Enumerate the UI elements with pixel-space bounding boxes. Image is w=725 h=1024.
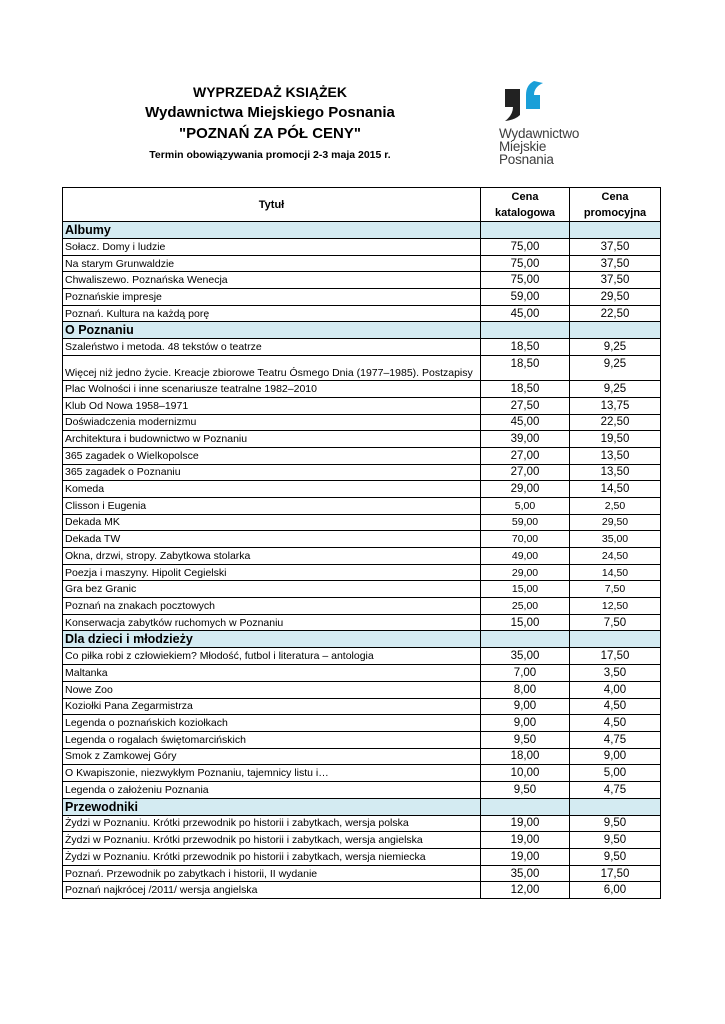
- book-title: Poznańskie impresje: [63, 289, 481, 306]
- catalog-price: 27,00: [481, 464, 570, 481]
- book-title: Architektura i budownictwo w Poznaniu: [63, 431, 481, 448]
- promotion-dates: Termin obowiązywania promocji 2-3 maja 2015 r.: [149, 149, 391, 161]
- table-row: [63, 514, 661, 531]
- table-row: [63, 832, 661, 849]
- promo-price: 6,00: [570, 882, 661, 899]
- promo-price: 4,50: [570, 715, 661, 732]
- promo-price: 13,75: [570, 397, 661, 414]
- promo-price: 35,00: [570, 531, 661, 548]
- book-title: Doświadczenia modernizmu: [63, 414, 481, 431]
- table-row: [63, 849, 661, 866]
- promo-price: 9,25: [570, 381, 661, 398]
- promo-price: 4,50: [570, 698, 661, 715]
- category-name: Przewodniki: [63, 798, 481, 815]
- catalog-price: 9,50: [481, 731, 570, 748]
- table-row: [63, 447, 661, 464]
- catalog-price: 49,00: [481, 548, 570, 565]
- catalog-price: 9,00: [481, 715, 570, 732]
- book-title: Legenda o poznańskich koziołkach: [63, 715, 481, 732]
- catalog-price: 29,00: [481, 481, 570, 498]
- catalog-price: 75,00: [481, 272, 570, 289]
- table-header-row: [63, 188, 661, 222]
- promo-price: 3,50: [570, 665, 661, 682]
- promo-price: 7,50: [570, 614, 661, 631]
- sale-heading: WYPRZEDAŻ KSIĄŻEK: [193, 84, 347, 100]
- promo-price: 22,50: [570, 305, 661, 322]
- table-row: [63, 715, 661, 732]
- catalog-price: 19,00: [481, 815, 570, 832]
- table-row: [63, 865, 661, 882]
- book-title: Chwaliszewo. Poznańska Wenecja: [63, 272, 481, 289]
- catalog-price: 70,00: [481, 531, 570, 548]
- category-row: [63, 322, 661, 339]
- catalog-price-header: Cena katalogowa: [481, 188, 570, 222]
- catalog-price: 45,00: [481, 414, 570, 431]
- table-row: [63, 397, 661, 414]
- category-blank-cell: [481, 631, 570, 648]
- catalog-price: 18,00: [481, 748, 570, 765]
- book-title: Dekada TW: [63, 531, 481, 548]
- table-row: [63, 882, 661, 899]
- table-row: [63, 255, 661, 272]
- promo-price: 17,50: [570, 865, 661, 882]
- catalog-price: 9,00: [481, 698, 570, 715]
- table-row: [63, 481, 661, 498]
- catalog-price: 5,00: [481, 497, 570, 514]
- promo-price: 13,50: [570, 447, 661, 464]
- catalog-price: 8,00: [481, 681, 570, 698]
- book-title: O Kwapiszonie, niezwykłym Poznaniu, tajemnicy listu i…: [63, 765, 481, 782]
- book-title: Co piłka robi z człowiekiem? Młodość, futbol i literatura – antologia: [63, 648, 481, 665]
- table-row: [63, 414, 661, 431]
- book-title: Okna, drzwi, stropy. Zabytkowa stolarka: [63, 548, 481, 565]
- book-title: Plac Wolności i inne scenariusze teatralne 1982–2010: [63, 381, 481, 398]
- publisher-heading: Wydawnictwa Miejskiego Posnania: [145, 104, 395, 121]
- promo-price: 29,50: [570, 289, 661, 306]
- category-row: [63, 798, 661, 815]
- table-row: [63, 564, 661, 581]
- book-title: Sołacz. Domy i ludzie: [63, 239, 481, 256]
- catalog-price: 39,00: [481, 431, 570, 448]
- quote-mark-icon: [503, 77, 549, 123]
- catalog-price: 19,00: [481, 849, 570, 866]
- catalog-price: 19,00: [481, 832, 570, 849]
- catalog-price: 15,00: [481, 614, 570, 631]
- category-blank-cell: [570, 798, 661, 815]
- book-title: Nowe Zoo: [63, 681, 481, 698]
- book-title: Legenda o rogalach świętomarcińskich: [63, 731, 481, 748]
- table-row: [63, 272, 661, 289]
- category-name: O Poznaniu: [63, 322, 481, 339]
- category-blank-cell: [570, 222, 661, 239]
- book-title: Dekada MK: [63, 514, 481, 531]
- table-row: [63, 381, 661, 398]
- table-row: [63, 339, 661, 356]
- book-title: Clisson i Eugenia: [63, 497, 481, 514]
- book-title: Komeda: [63, 481, 481, 498]
- promo-price: 2,50: [570, 497, 661, 514]
- promo-price-header: Cena promocyjna: [570, 188, 661, 222]
- promo-price: 4,00: [570, 681, 661, 698]
- catalog-price: 15,00: [481, 581, 570, 598]
- catalog-price: 12,00: [481, 882, 570, 899]
- book-title: 365 zagadek o Wielkopolsce: [63, 447, 481, 464]
- promo-price: 9,25: [570, 339, 661, 356]
- table-row: [63, 781, 661, 798]
- book-title: Żydzi w Poznaniu. Krótki przewodnik po historii i zabytkach, wersja angielska: [63, 832, 481, 849]
- book-title: Na starym Grunwaldzie: [63, 255, 481, 272]
- table-row: [63, 581, 661, 598]
- logo-text: Wydawnictwo Miejskie Posnania: [499, 126, 580, 167]
- promo-price: 9,25: [570, 356, 661, 381]
- catalog-price: 45,00: [481, 305, 570, 322]
- promo-price: 29,50: [570, 514, 661, 531]
- catalog-price: 18,50: [481, 339, 570, 356]
- book-title: Żydzi w Poznaniu. Krótki przewodnik po historii i zabytkach, wersja niemiecka: [63, 849, 481, 866]
- catalog-price: 18,50: [481, 356, 570, 381]
- category-blank-cell: [481, 322, 570, 339]
- category-blank-cell: [570, 322, 661, 339]
- promo-price: 9,00: [570, 748, 661, 765]
- catalog-price: 75,00: [481, 255, 570, 272]
- table-row: [63, 648, 661, 665]
- catalog-price: 59,00: [481, 289, 570, 306]
- catalog-price: 27,50: [481, 397, 570, 414]
- book-title: Więcej niż jedno życie. Kreacje zbiorowe Teatru Ósmego Dnia (1977–1985). Postzapisy: [63, 356, 481, 381]
- catalog-price: 75,00: [481, 239, 570, 256]
- table-row: [63, 239, 661, 256]
- table-row: [63, 748, 661, 765]
- book-title: Smok z Zamkowej Góry: [63, 748, 481, 765]
- table-row: [63, 765, 661, 782]
- table-row: [63, 548, 661, 565]
- book-title: Poznań. Przewodnik po zabytkach i historii, II wydanie: [63, 865, 481, 882]
- promo-price: 24,50: [570, 548, 661, 565]
- promo-price: 22,50: [570, 414, 661, 431]
- book-title: Poznań. Kultura na każdą porę: [63, 305, 481, 322]
- table-row: [63, 665, 661, 682]
- table-row: [63, 614, 661, 631]
- table-row: [63, 356, 661, 381]
- table-row: [63, 464, 661, 481]
- promo-price: 17,50: [570, 648, 661, 665]
- book-title: Koziołki Pana Zegarmistrza: [63, 698, 481, 715]
- book-title: Szaleństwo i metoda. 48 tekstów o teatrze: [63, 339, 481, 356]
- price-table: [62, 187, 661, 899]
- table-row: [63, 289, 661, 306]
- category-blank-cell: [481, 798, 570, 815]
- book-title: Poezja i maszyny. Hipolit Cegielski: [63, 564, 481, 581]
- catalog-price: 35,00: [481, 648, 570, 665]
- category-name: Albumy: [63, 222, 481, 239]
- catalog-price: 59,00: [481, 514, 570, 531]
- table-row: [63, 698, 661, 715]
- book-title: Gra bez Granic: [63, 581, 481, 598]
- category-blank-cell: [570, 631, 661, 648]
- promo-price: 4,75: [570, 731, 661, 748]
- promo-price: 5,00: [570, 765, 661, 782]
- catalog-price: 7,00: [481, 665, 570, 682]
- category-blank-cell: [481, 222, 570, 239]
- book-title: Poznań na znakach pocztowych: [63, 598, 481, 615]
- promo-price: 9,50: [570, 832, 661, 849]
- promo-price: 14,50: [570, 481, 661, 498]
- book-title: Legenda o założeniu Poznania: [63, 781, 481, 798]
- catalog-price: 29,00: [481, 564, 570, 581]
- promo-price: 7,50: [570, 581, 661, 598]
- category-name: Dla dzieci i młodzieży: [63, 631, 481, 648]
- table-row: [63, 431, 661, 448]
- book-title: Konserwacja zabytków ruchomych w Poznaniu: [63, 614, 481, 631]
- publisher-logo: [497, 77, 607, 172]
- promo-price: 13,50: [570, 464, 661, 481]
- promo-price: 9,50: [570, 815, 661, 832]
- table-body: [63, 222, 661, 899]
- category-row: [63, 222, 661, 239]
- catalog-price: 25,00: [481, 598, 570, 615]
- table-row: [63, 497, 661, 514]
- category-row: [63, 631, 661, 648]
- document-header: [100, 82, 440, 164]
- book-title: 365 zagadek o Poznaniu: [63, 464, 481, 481]
- promo-price: 37,50: [570, 272, 661, 289]
- book-title: Maltanka: [63, 665, 481, 682]
- book-title: Żydzi w Poznaniu. Krótki przewodnik po historii i zabytkach, wersja polska: [63, 815, 481, 832]
- table-row: [63, 531, 661, 548]
- promo-price: 19,50: [570, 431, 661, 448]
- book-title: Klub Od Nowa 1958–1971: [63, 397, 481, 414]
- catalog-price: 9,50: [481, 781, 570, 798]
- book-title: Poznań najkrócej /2011/ wersja angielska: [63, 882, 481, 899]
- catalog-price: 18,50: [481, 381, 570, 398]
- promo-price: 37,50: [570, 239, 661, 256]
- table-row: [63, 598, 661, 615]
- promo-price: 9,50: [570, 849, 661, 866]
- title-column-header: Tytuł: [63, 188, 481, 222]
- promotion-title: "POZNAŃ ZA PÓŁ CENY": [178, 125, 361, 142]
- promo-price: 37,50: [570, 255, 661, 272]
- promo-price: 4,75: [570, 781, 661, 798]
- promo-price: 12,50: [570, 598, 661, 615]
- table-row: [63, 815, 661, 832]
- catalog-price: 35,00: [481, 865, 570, 882]
- catalog-price: 27,00: [481, 447, 570, 464]
- catalog-price: 10,00: [481, 765, 570, 782]
- promo-price: 14,50: [570, 564, 661, 581]
- table-row: [63, 681, 661, 698]
- table-row: [63, 731, 661, 748]
- table-row: [63, 305, 661, 322]
